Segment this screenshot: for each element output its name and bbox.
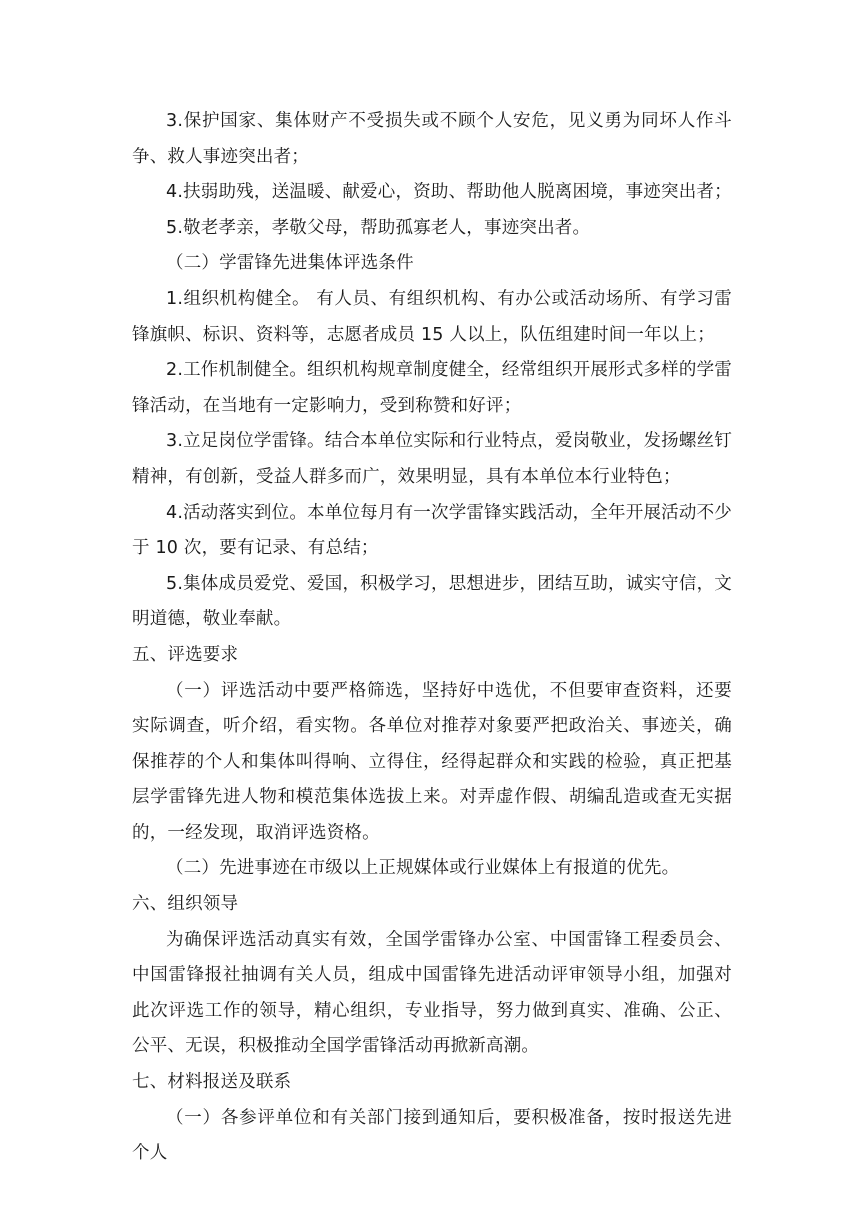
paragraph-collective-criterion-3: 3.立足岗位学雷锋。结合本单位实际和行业特点，爱岗敬业，发扬螺丝钉精神，有创新，受益人群多而广，效果明显，具有本单位本行业特色；	[132, 431, 732, 487]
subheading-collective-criteria: （二）学雷锋先进集体评选条件	[166, 253, 414, 274]
paragraph-requirement-1: （一）评选活动中要严格筛选，坚持好中选优，不但要审查资料，还要实际调查，听介绍，看实物。各单位对推荐对象要严把政治关、事迹关，确保推荐的个人和集体叫得响、立得住，经得起群众和实践的检验，真正把基层学雷锋先进人物和模范集体选拔上来。对弄虚作假、胡编乱造或查无实据的，一经发现，取消评选资格。	[132, 680, 732, 843]
paragraph-collective-criterion-1: 1.组织机构健全。 有人员、有组织机构、有办公或活动场所、有学习雷锋旗帜、标识、资料等，志愿者成员 15 人以上，队伍组建时间一年以上；	[132, 288, 732, 345]
section-heading-leadership: 六、组织领导	[132, 894, 239, 915]
paragraph-collective-criterion-2: 2.工作机制健全。组织机构规章制度健全，经常组织开展形式多样的学雷锋活动，在当地有一定影响力，受到称赞和好评；	[132, 360, 732, 416]
paragraph-submission-1: （一）各参评单位和有关部门接到通知后，要积极准备，按时报送先进个人	[132, 1107, 732, 1164]
section-heading-submission: 七、材料报送及联系	[132, 1072, 292, 1093]
document-body	[132, 104, 732, 1172]
paragraph-individual-criterion-5: 5.敬老孝亲，孝敬父母，帮助孤寡老人，事迹突出者。	[166, 217, 591, 238]
paragraph-individual-criterion-4: 4.扶弱助残，送温暖、献爱心，资助、帮助他人脱离困境，事迹突出者；	[166, 182, 732, 203]
paragraph-requirement-2: （二）先进事迹在市级以上正规媒体或行业媒体上有报道的优先。	[166, 858, 680, 879]
section-heading-requirements: 五、评选要求	[132, 644, 239, 665]
paragraph-collective-criterion-4: 4.活动落实到位。本单位每月有一次学雷锋实践活动，全年开展活动不少于 10 次，要有记录、有总结；	[132, 502, 732, 559]
paragraph-individual-criterion-3: 3.保护国家、集体财产不受损失或不顾个人安危，见义勇为同坏人作斗争、救人事迹突出者；	[132, 111, 732, 167]
paragraph-leadership: 为确保评选活动真实有效，全国学雷锋办公室、中国雷锋工程委员会、中国雷锋报社抽调有关人员，组成中国雷锋先进活动评审领导小组，加强对此次评选工作的领导，精心组织，专业指导，努力做到真实、准确、公正、公平、无误，积极推动全国学雷锋活动再掀新高潮。	[132, 929, 732, 1057]
paragraph-collective-criterion-5: 5.集体成员爱党、爱国，积极学习，思想进步，团结互助，诚实守信，文明道德，敬业奉献。	[132, 573, 732, 630]
